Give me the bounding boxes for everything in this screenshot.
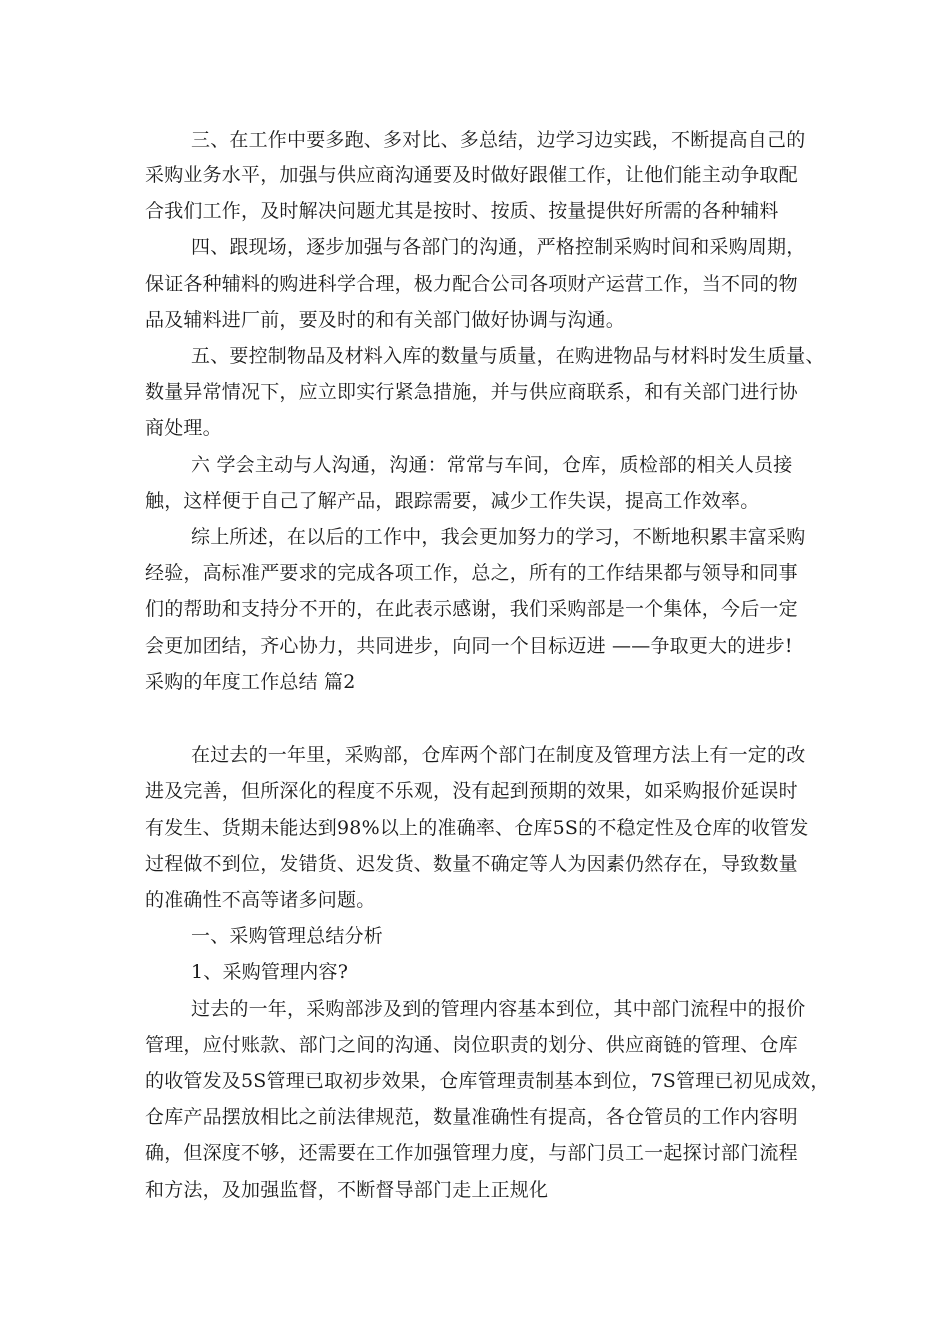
paragraph-line: 过去的一年，采购部涉及到的管理内容基本到位，其中部门流程中的报价 <box>191 998 806 1020</box>
paragraph-line: 综上所述，在以后的工作中，我会更加努力的学习，不断地积累丰富采购 <box>191 526 806 548</box>
paragraph-line: 经验，高标准严要求的完成各项工作，总之，所有的工作结果都与领导和同事 <box>145 562 798 584</box>
paragraph-line: 六 学会主动与人沟通，沟通：常常与车间，仓库，质检部的相关人员接 <box>191 454 793 476</box>
paragraph-line: 合我们工作，及时解决问题尤其是按时、按质、按量提供好所需的各种辅料 <box>145 200 779 222</box>
paragraph-line: 品及辅料进厂前，要及时的和有关部门做好协调与沟通。 <box>145 309 626 331</box>
paragraph-line: 触，这样便于自己了解产品，跟踪需要，减少工作失误，提高工作效率。 <box>145 490 760 512</box>
paragraph-line: 确，但深度不够，还需要在工作加强管理力度，与部门员工一起探讨部门流程 <box>145 1142 798 1164</box>
paragraph-line: 四、跟现场，逐步加强与各部门的沟通，严格控制采购时间和采购周期， <box>191 236 806 258</box>
paragraph-line: 管理，应付账款、部门之间的沟通、岗位职责的划分、供应商链的管理、仓库 <box>145 1034 798 1056</box>
paragraph-line: 的收管发及5S管理已取初步效果，仓库管理责制基本到位，7S管理已初见成效， <box>145 1070 830 1092</box>
paragraph-line: 在过去的一年里，采购部，仓库两个部门在制度及管理方法上有一定的改 <box>191 744 806 766</box>
paragraph-line: 商处理。 <box>145 417 222 439</box>
paragraph-line: 仓库产品摆放相比之前法律规范，数量准确性有提高，各仓管员的工作内容明 <box>145 1106 798 1128</box>
paragraph-line: 进及完善，但所深化的程度不乐观，没有起到预期的效果，如采购报价延误时 <box>145 780 798 802</box>
paragraph-line: 保证各种辅料的购进科学合理，极力配合公司各项财产运营工作，当不同的物 <box>145 273 798 295</box>
paragraph-line: 和方法，及加强监督，不断督导部门走上正规化 <box>145 1179 549 1201</box>
paragraph-line: 们的帮助和支持分不开的，在此表示感谢，我们采购部是一个集体，今后一定 <box>145 598 798 620</box>
paragraph-line: 数量异常情况下，应立即实行紧急措施，并与供应商联系，和有关部门进行协 <box>145 381 798 403</box>
section-heading: 采购的年度工作总结 篇2 <box>145 671 356 693</box>
subsection-heading: 1、采购管理内容? <box>191 961 349 983</box>
paragraph-line: 会更加团结，齐心协力，共同进步，向同一个目标迈进 ——争取更大的进步! <box>145 635 793 657</box>
subsection-heading: 一、采购管理总结分析 <box>191 925 384 947</box>
paragraph-line: 有发生、货期未能达到98%以上的准确率、仓库5S的不稳定性及仓库的收管发 <box>145 817 809 839</box>
paragraph-line: 五、要控制物品及材料入库的数量与质量，在购进物品与材料时发生质量、 <box>191 345 825 367</box>
paragraph-line: 三、在工作中要多跑、多对比、多总结，边学习边实践，不断提高自己的 <box>191 129 806 151</box>
paragraph-line: 采购业务水平，加强与供应商沟通要及时做好跟催工作，让他们能主动争取配 <box>145 164 798 186</box>
paragraph-line: 的准确性不高等诸多问题。 <box>145 889 376 911</box>
paragraph-line: 过程做不到位，发错货、迟发货、数量不确定等人为因素仍然存在，导致数量 <box>145 853 798 875</box>
